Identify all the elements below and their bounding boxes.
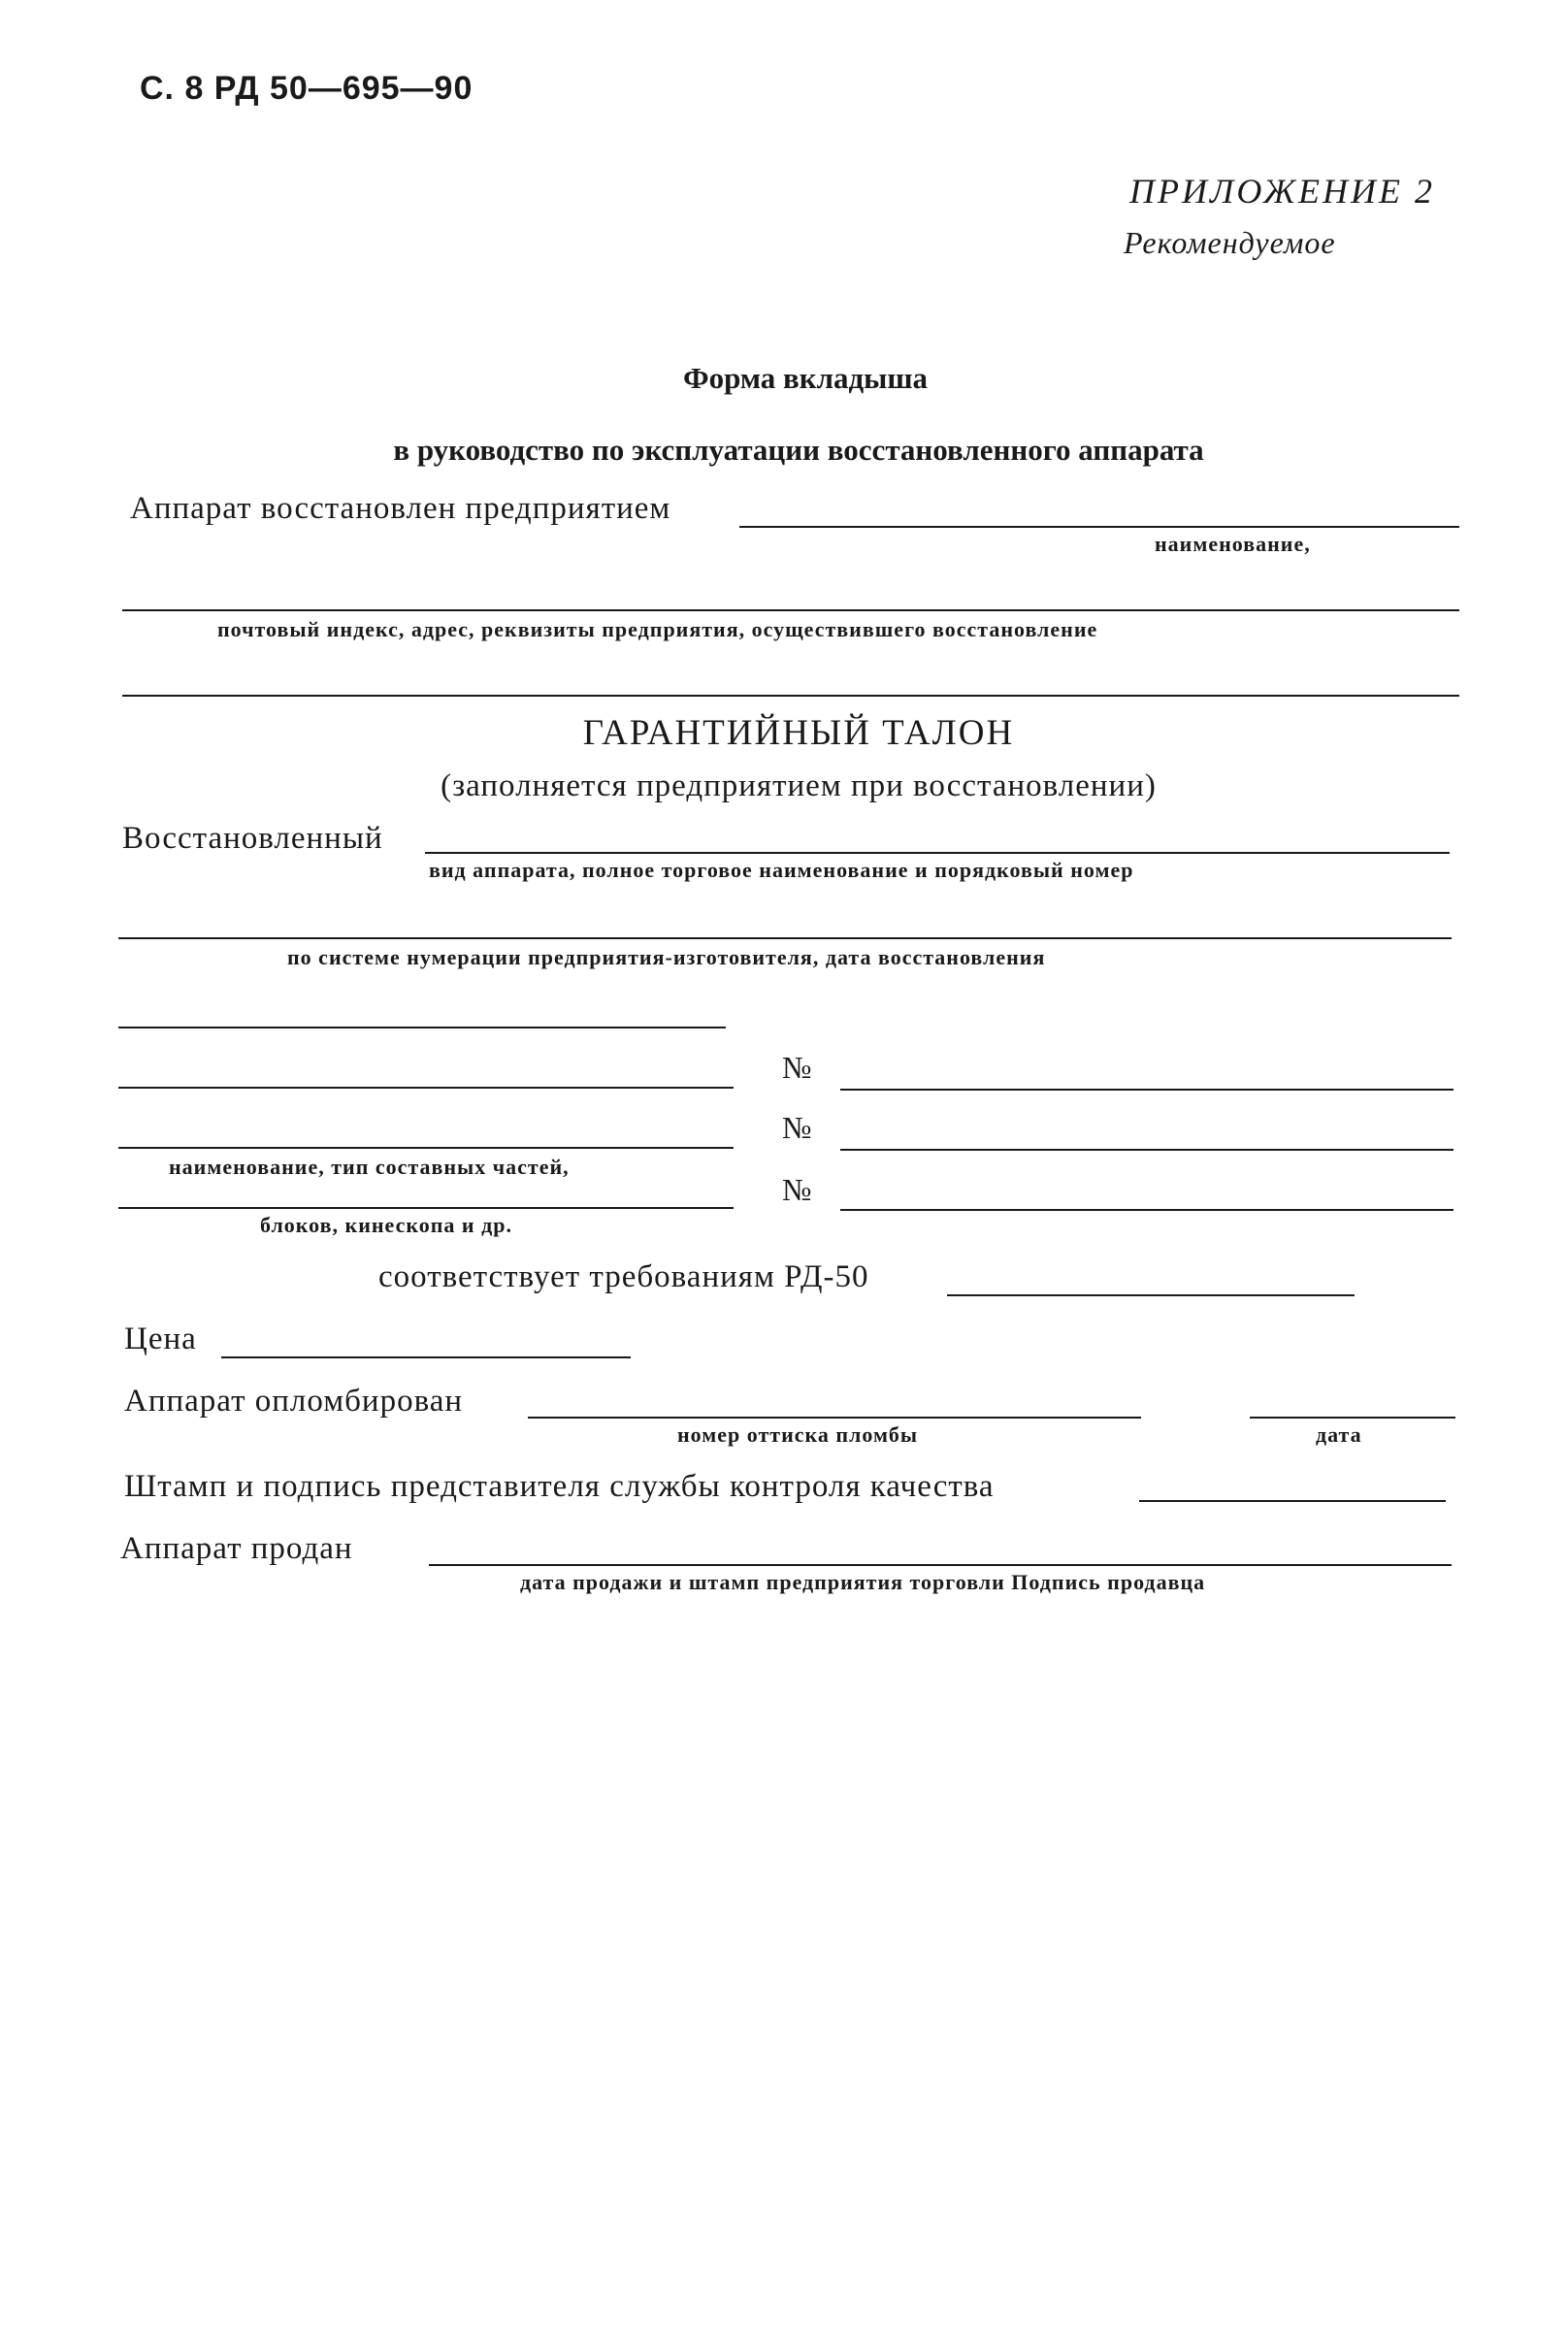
restored-item-label: Восстановленный (122, 821, 383, 856)
compliance-field[interactable] (947, 1294, 1355, 1296)
number-sign-3: № (782, 1172, 812, 1207)
seal-date-caption: дата (1316, 1422, 1362, 1447)
sold-label: Аппарат продан (120, 1531, 353, 1566)
component-field-2[interactable] (118, 1087, 734, 1089)
restored-by-label: Аппарат восстановлен предприятием (130, 491, 671, 526)
page-header: С. 8 РД 50—695—90 (140, 70, 474, 107)
component-number-field-3[interactable] (840, 1209, 1454, 1211)
appendix-status: Рекомендуемое (1124, 225, 1336, 260)
component-field-1[interactable] (118, 1027, 726, 1028)
number-sign-2: № (782, 1110, 812, 1145)
component-number-field-2[interactable] (840, 1149, 1454, 1151)
restored-item-field-2[interactable] (118, 937, 1452, 939)
restored-by-details-field[interactable] (122, 609, 1459, 611)
seal-number-field[interactable] (528, 1417, 1141, 1419)
seal-number-caption: номер оттиска пломбы (677, 1422, 919, 1447)
restored-item-field[interactable] (425, 852, 1450, 854)
component-number-field-1[interactable] (840, 1089, 1454, 1091)
components-caption-line2: блоков, кинескопа и др. (260, 1213, 512, 1237)
price-label: Цена (124, 1322, 197, 1356)
sold-caption: дата продажи и штамп предприятия торговли Подпись продавца (520, 1570, 1206, 1594)
warranty-title: ГАРАНТИЙНЫЙ ТАЛОН (582, 713, 1015, 753)
form-title-line1: Форма вкладыша (682, 361, 929, 395)
components-caption-line1: наименование, тип составных частей, (169, 1155, 570, 1179)
component-field-3[interactable] (118, 1147, 734, 1149)
stamp-field[interactable] (1139, 1500, 1446, 1502)
restored-item-caption1: вид аппарата, полное торговое наименование и порядковый номер (429, 858, 1134, 882)
restored-by-details-caption: почтовый индекс, адрес, реквизиты предприятия, осуществившего восстановление (217, 617, 1098, 641)
compliance-label: соответствует требованиям РД-50 (378, 1259, 869, 1294)
seal-date-field[interactable] (1250, 1417, 1455, 1419)
price-field[interactable] (221, 1356, 631, 1358)
restored-by-name-caption: наименование, (1155, 532, 1311, 556)
restored-by-extra-field[interactable] (122, 695, 1459, 697)
sold-field[interactable] (429, 1564, 1452, 1566)
stamp-label: Штамп и подпись представителя службы контроля качества (124, 1469, 995, 1504)
warranty-subtitle: (заполняется предприятием при восстановлении) (441, 768, 1157, 803)
sealed-label: Аппарат опломбирован (124, 1384, 464, 1419)
restored-item-caption2: по системе нумерации предприятия-изготовителя, дата восстановления (287, 945, 1046, 969)
appendix-title: ПРИЛОЖЕНИЕ 2 (1129, 172, 1435, 211)
number-sign-1: № (782, 1050, 812, 1085)
component-field-4[interactable] (118, 1207, 734, 1209)
form-title-line2: в руководство по эксплуатации восстановленного аппарата (393, 433, 1204, 467)
restored-by-name-field[interactable] (739, 526, 1459, 528)
